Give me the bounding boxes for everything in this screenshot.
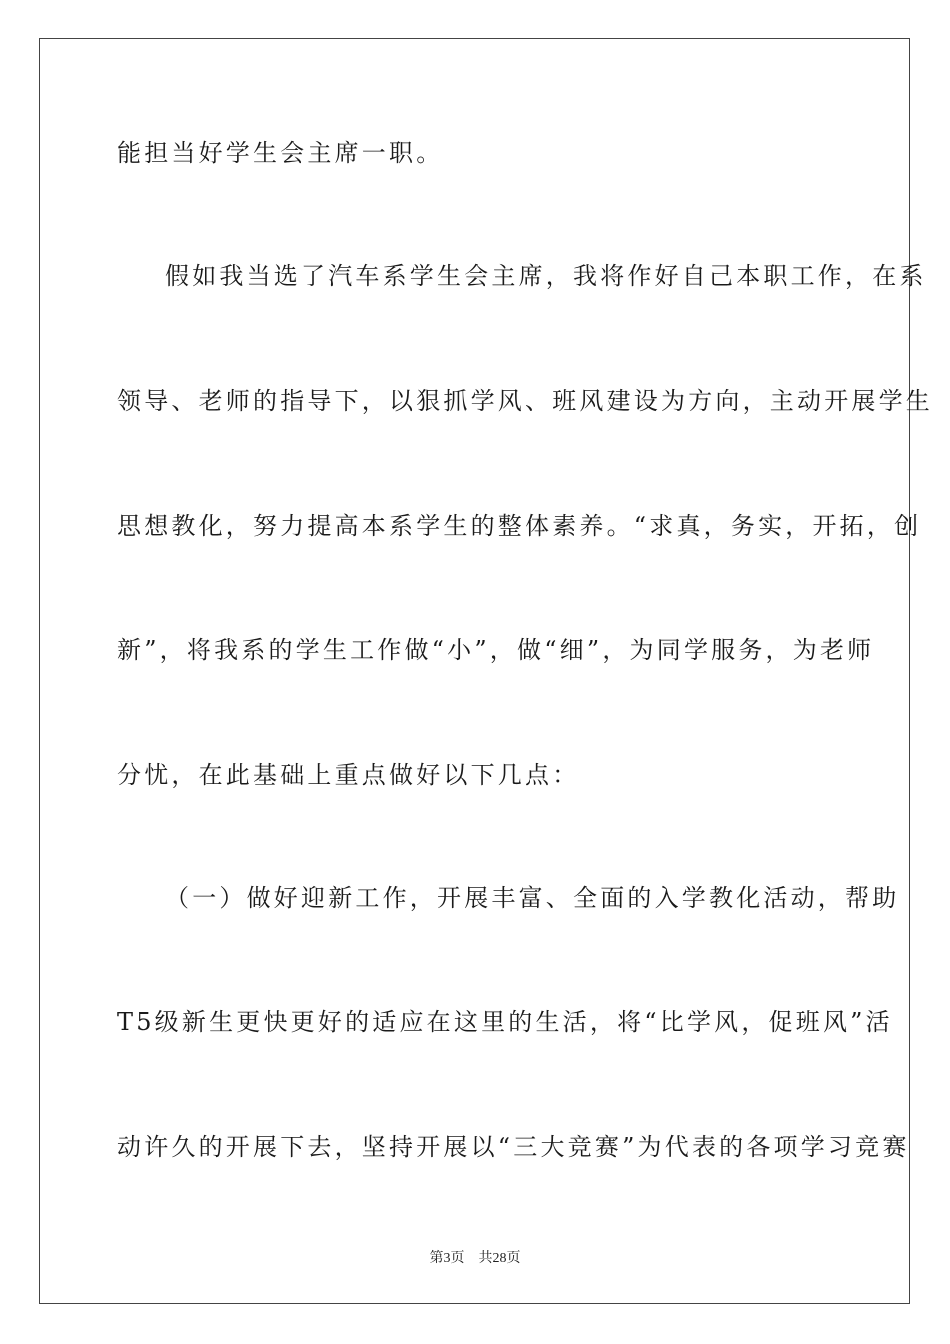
paragraph-line: 领导、老师的指导下，以狠抓学风、班风建设为方向，主动开展学生 xyxy=(117,387,933,415)
paragraph-line: 思想教化，努力提高本系学生的整体素养。“求真，务实，开拓，创 xyxy=(117,512,922,540)
page-footer xyxy=(0,1247,950,1267)
paragraph-line: （一）做好迎新工作，开展丰富、全面的入学教化活动，帮助 xyxy=(165,884,900,912)
paragraph-line: 能担当好学生会主席一职。 xyxy=(117,139,444,167)
page-border xyxy=(39,38,933,1304)
paragraph-line: 动许久的开展下去，坚持开展以“三大竞赛”为代表的各项学习竞赛 xyxy=(117,1133,910,1161)
page-number: 第3页 xyxy=(429,1251,465,1266)
paragraph-line: 新”，将我系的学生工作做“小”，做“细”，为同学服务，为老师 xyxy=(117,636,875,664)
page-total: 共28页 xyxy=(478,1251,521,1266)
paragraph-line: T5级新生更快更好的适应在这里的生活，将“比学风，促班风”活 xyxy=(117,1008,893,1036)
paragraph-line: 分忧，在此基础上重点做好以下几点： xyxy=(117,761,580,789)
paragraph-line: 假如我当选了汽车系学生会主席，我将作好自己本职工作，在系 xyxy=(165,262,927,290)
